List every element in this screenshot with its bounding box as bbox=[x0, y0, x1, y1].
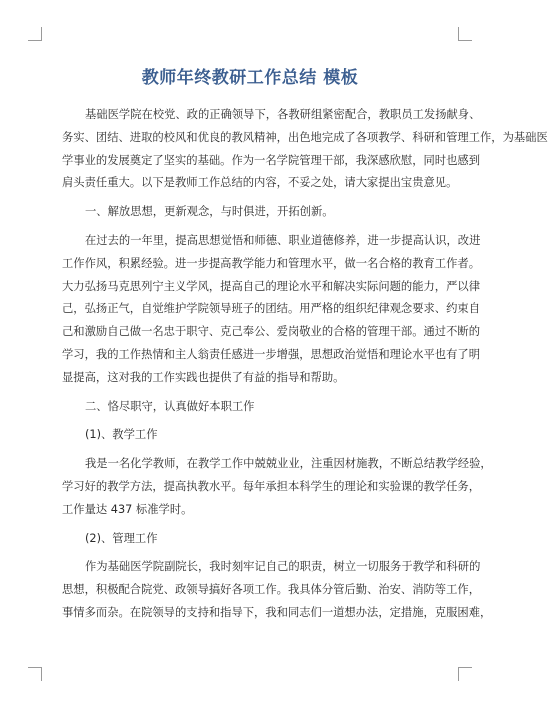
paragraph-intro bbox=[62, 104, 548, 195]
text-line: 己，弘扬正气，自觉维护学院领导班子的团结。用严格的组织纪律观念要求、约束自 bbox=[62, 302, 480, 316]
text-line: 二、恪尽职守，认真做好本职工作 bbox=[85, 399, 255, 413]
crop-mark-top-right-vertical bbox=[458, 27, 459, 41]
text-line: 学习好的教学方法，提高执教水平。每年承担本科学生的理论和实验课的教学任务， bbox=[62, 479, 480, 493]
crop-mark-top-left-vertical bbox=[41, 27, 42, 41]
text-line: 务实、团结、进取的校风和优良的教风精神，出色地完成了各项教学、科研和管理工作，为基础医 bbox=[62, 130, 548, 144]
section-heading-2 bbox=[62, 396, 438, 419]
document-body bbox=[62, 104, 548, 625]
text-line: 思想，积极配合院党、政领导搞好各项工作。我具体分管后勤、治安、消防等工作， bbox=[62, 583, 480, 597]
text-line: 肩头责任重大。以下是教师工作总结的内容，不妥之处，请大家提出宝贵意见。 bbox=[62, 176, 458, 190]
text-line: 在过去的一年里，提高思想觉悟和师德、职业道德修养，进一步提高认识，改进 bbox=[85, 233, 481, 247]
document-title: 教师年终教研工作总结 模板 bbox=[141, 68, 359, 88]
crop-mark-top-left-horizontal bbox=[28, 40, 42, 41]
text-line: (1)、教学工作 bbox=[85, 428, 158, 442]
text-line: 基础医学院在校党、政的正确领导下，各教研组紧密配合，教职员工发扬献身、 bbox=[85, 108, 481, 121]
text-line: 显提高，这对我的工作实践也提供了有益的指导和帮助。 bbox=[62, 370, 345, 384]
text-line: 事情多而杂。在院领导的支持和指导下，我和同志们一道想办法，定措施，克服困难， bbox=[62, 605, 492, 619]
text-line: 大力弘扬马克思列宁主义学风，提高自己的理论水平和解决实际问题的能力，严以律 bbox=[62, 279, 480, 293]
text-line: 我是一名化学教师，在教学工作中兢兢业业，注重因材施教，不断总结教学经验， bbox=[85, 457, 492, 471]
paragraph-section-1 bbox=[62, 230, 481, 390]
text-line: (2)、管理工作 bbox=[85, 531, 158, 545]
subsection-heading-teaching bbox=[62, 424, 438, 447]
crop-mark-bottom-right-horizontal bbox=[458, 667, 472, 668]
text-line: 一、解放思想，更新观念，与时俱进，开拓创新。 bbox=[85, 205, 334, 219]
text-line: 己和激励自己做一名忠于职守、克己奉公、爱岗敬业的合格的管理干部。通过不断的 bbox=[62, 325, 480, 339]
paragraph-management bbox=[62, 556, 492, 624]
crop-mark-top-right-horizontal bbox=[458, 40, 472, 41]
crop-mark-bottom-left-vertical bbox=[41, 667, 42, 681]
text-line: 学习，我的工作热情和主人翁责任感进一步增强，思想政治觉悟和理论水平也有了明 bbox=[62, 347, 480, 361]
subsection-heading-management bbox=[62, 528, 438, 551]
crop-mark-bottom-left-horizontal bbox=[28, 667, 42, 668]
text-line: 学事业的发展奠定了坚实的基础。作为一名学院管理干部，我深感欣慰，同时也感到 bbox=[62, 153, 480, 167]
text-line: 作为基础医学院副院长，我时刻牢记自己的职责，树立一切服务于教学和科研的 bbox=[85, 560, 481, 574]
crop-mark-bottom-right-vertical bbox=[458, 667, 459, 681]
section-heading-1 bbox=[62, 201, 438, 224]
paragraph-teaching bbox=[62, 453, 492, 521]
text-line: 工作量达 437 标准学时。 bbox=[62, 502, 193, 516]
text-line: 工作作风，积累经验。进一步提高教学能力和管理水平，做一名合格的教育工作者。 bbox=[62, 256, 480, 270]
